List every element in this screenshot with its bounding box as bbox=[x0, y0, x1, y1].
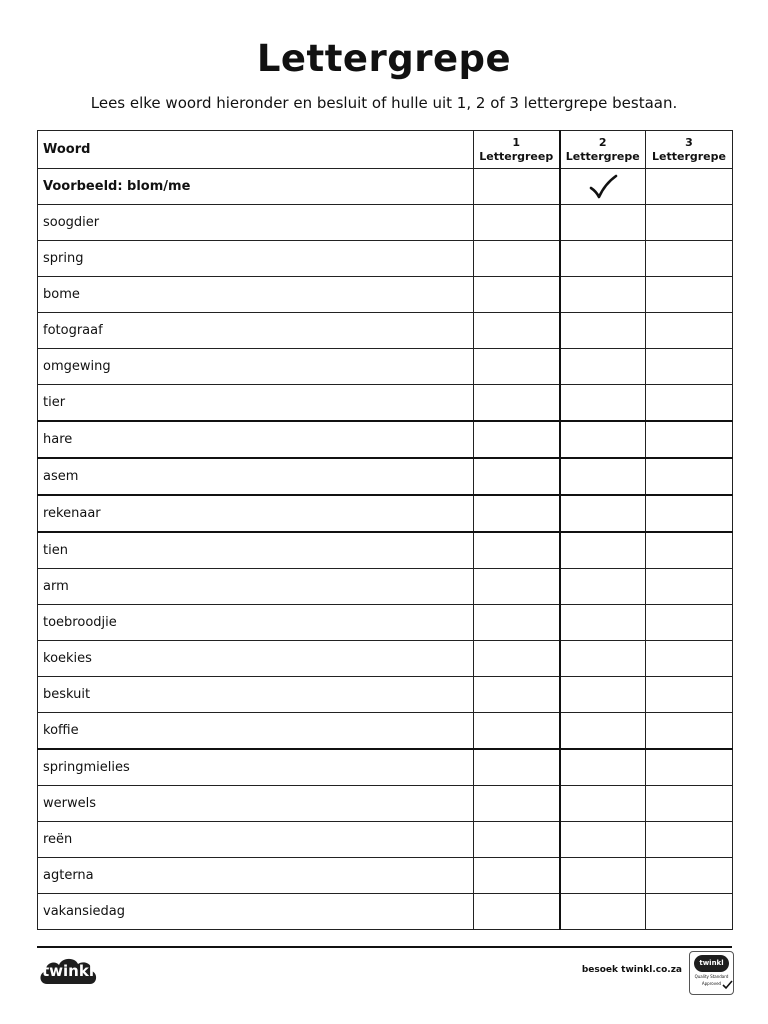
checkbox-two-syllables[interactable] bbox=[560, 605, 646, 641]
table-row bbox=[38, 385, 733, 422]
word-cell: hare bbox=[38, 421, 474, 458]
table-row bbox=[38, 205, 733, 241]
word-cell: beskuit bbox=[38, 677, 474, 713]
checkbox-three-syllables[interactable] bbox=[646, 313, 733, 349]
table-row bbox=[38, 349, 733, 385]
checkbox-one-syllable[interactable] bbox=[474, 169, 560, 205]
checkbox-three-syllables[interactable] bbox=[646, 169, 733, 205]
checkbox-two-syllables[interactable] bbox=[560, 569, 646, 605]
word-cell: agterna bbox=[38, 858, 474, 894]
checkbox-two-syllables[interactable] bbox=[560, 532, 646, 569]
word-cell: arm bbox=[38, 569, 474, 605]
checkbox-one-syllable[interactable] bbox=[474, 605, 560, 641]
checkbox-three-syllables[interactable] bbox=[646, 569, 733, 605]
word-cell: vakansiedag bbox=[38, 894, 474, 930]
checkbox-three-syllables[interactable] bbox=[646, 749, 733, 786]
badge-line1: Quality Standard bbox=[694, 974, 729, 979]
word-cell: reën bbox=[38, 822, 474, 858]
checkbox-one-syllable[interactable] bbox=[474, 421, 560, 458]
table-row bbox=[38, 313, 733, 349]
word-cell: omgewing bbox=[38, 349, 474, 385]
table-row bbox=[38, 532, 733, 569]
checkbox-two-syllables[interactable] bbox=[560, 277, 646, 313]
checkbox-one-syllable[interactable] bbox=[474, 458, 560, 495]
quality-badge bbox=[689, 951, 734, 995]
table-row bbox=[38, 605, 733, 641]
word-cell: tier bbox=[38, 385, 474, 422]
checkbox-one-syllable[interactable] bbox=[474, 569, 560, 605]
footer-divider bbox=[37, 946, 732, 948]
header-one-number: 1 bbox=[512, 135, 521, 149]
checkbox-two-syllables[interactable] bbox=[560, 749, 646, 786]
word-cell: spring bbox=[38, 241, 474, 277]
checkbox-two-syllables[interactable] bbox=[560, 349, 646, 385]
header-two-label: Lettergrepe bbox=[565, 149, 640, 163]
checkbox-two-syllables[interactable] bbox=[560, 894, 646, 930]
checkbox-two-syllables[interactable] bbox=[560, 677, 646, 713]
table-row bbox=[38, 458, 733, 495]
example-word: Voorbeeld: blom/me bbox=[38, 169, 474, 205]
instructions: Lees elke woord hieronder en besluit of hulle uit 1, 2 of 3 lettergrepe bestaan. bbox=[90, 94, 678, 112]
word-cell: bome bbox=[38, 277, 474, 313]
checkbox-three-syllables[interactable] bbox=[646, 677, 733, 713]
checkbox-three-syllables[interactable] bbox=[646, 641, 733, 677]
badge-brand: twinkl bbox=[699, 959, 724, 967]
checkbox-three-syllables[interactable] bbox=[646, 858, 733, 894]
checkbox-three-syllables[interactable] bbox=[646, 605, 733, 641]
checkbox-one-syllable[interactable] bbox=[474, 349, 560, 385]
table-row bbox=[38, 786, 733, 822]
word-cell: springmielies bbox=[38, 749, 474, 786]
checkbox-one-syllable[interactable] bbox=[474, 385, 560, 422]
header-three-syllables bbox=[646, 131, 733, 169]
badge-cloud-icon bbox=[694, 955, 729, 972]
checkbox-one-syllable[interactable] bbox=[474, 313, 560, 349]
checkbox-one-syllable[interactable] bbox=[474, 713, 560, 750]
checkbox-two-syllables[interactable] bbox=[560, 822, 646, 858]
checkbox-one-syllable[interactable] bbox=[474, 822, 560, 858]
example-row bbox=[38, 169, 733, 205]
word-cell: asem bbox=[38, 458, 474, 495]
checkbox-two-syllables[interactable] bbox=[560, 458, 646, 495]
badge-check-icon bbox=[722, 980, 733, 990]
checkbox-two-syllables[interactable] bbox=[560, 713, 646, 750]
checkbox-two-syllables[interactable] bbox=[560, 169, 646, 205]
badge-line2: Approved bbox=[701, 981, 722, 986]
table-row bbox=[38, 822, 733, 858]
checkbox-three-syllables[interactable] bbox=[646, 277, 733, 313]
checkbox-two-syllables[interactable] bbox=[560, 313, 646, 349]
checkbox-two-syllables[interactable] bbox=[560, 421, 646, 458]
visit-link[interactable]: besoek twinkl.co.za bbox=[581, 965, 682, 975]
table-row bbox=[38, 749, 733, 786]
checkmark-icon bbox=[588, 174, 618, 200]
word-cell: koekies bbox=[38, 641, 474, 677]
table-row bbox=[38, 713, 733, 750]
header-word: Woord bbox=[38, 131, 474, 169]
checkbox-one-syllable[interactable] bbox=[474, 641, 560, 677]
logo-text: twinkl bbox=[42, 962, 94, 980]
word-cell: rekenaar bbox=[38, 495, 474, 532]
checkbox-three-syllables[interactable] bbox=[646, 894, 733, 930]
header-three-label: Lettergrepe bbox=[652, 149, 726, 163]
checkbox-two-syllables[interactable] bbox=[560, 641, 646, 677]
word-cell: koffie bbox=[38, 713, 474, 750]
table-row bbox=[38, 677, 733, 713]
table-row bbox=[38, 241, 733, 277]
twinkl-logo bbox=[37, 954, 99, 990]
checkbox-three-syllables[interactable] bbox=[646, 786, 733, 822]
checkbox-two-syllables[interactable] bbox=[560, 241, 646, 277]
checkbox-one-syllable[interactable] bbox=[474, 749, 560, 786]
word-cell: tien bbox=[38, 532, 474, 569]
checkbox-one-syllable[interactable] bbox=[474, 495, 560, 532]
checkbox-two-syllables[interactable] bbox=[560, 495, 646, 532]
word-cell: toebroodjie bbox=[38, 605, 474, 641]
checkbox-three-syllables[interactable] bbox=[646, 205, 733, 241]
table-row bbox=[38, 569, 733, 605]
checkbox-two-syllables[interactable] bbox=[560, 205, 646, 241]
header-one-label: Lettergreep bbox=[479, 149, 554, 163]
checkbox-one-syllable[interactable] bbox=[474, 677, 560, 713]
checkbox-three-syllables[interactable] bbox=[646, 822, 733, 858]
checkbox-one-syllable[interactable] bbox=[474, 532, 560, 569]
word-cell: soogdier bbox=[38, 205, 474, 241]
checkbox-three-syllables[interactable] bbox=[646, 495, 733, 532]
checkbox-three-syllables[interactable] bbox=[646, 241, 733, 277]
header-three-number: 3 bbox=[685, 135, 693, 149]
checkbox-three-syllables[interactable] bbox=[646, 385, 733, 422]
checkbox-one-syllable[interactable] bbox=[474, 205, 560, 241]
checkbox-three-syllables[interactable] bbox=[646, 713, 733, 750]
word-cell: werwels bbox=[38, 786, 474, 822]
table-row bbox=[38, 894, 733, 930]
header-one-syllable bbox=[474, 131, 560, 169]
syllable-table bbox=[37, 130, 733, 930]
checkbox-three-syllables[interactable] bbox=[646, 458, 733, 495]
table-row bbox=[38, 641, 733, 677]
checkbox-three-syllables[interactable] bbox=[646, 421, 733, 458]
header-two-number: 2 bbox=[598, 135, 607, 149]
checkbox-two-syllables[interactable] bbox=[560, 385, 646, 422]
checkbox-one-syllable[interactable] bbox=[474, 277, 560, 313]
checkbox-two-syllables[interactable] bbox=[560, 786, 646, 822]
checkbox-one-syllable[interactable] bbox=[474, 858, 560, 894]
table-row bbox=[38, 858, 733, 894]
checkbox-three-syllables[interactable] bbox=[646, 349, 733, 385]
table-row bbox=[38, 421, 733, 458]
checkbox-one-syllable[interactable] bbox=[474, 786, 560, 822]
table-row bbox=[38, 495, 733, 532]
checkbox-three-syllables[interactable] bbox=[646, 532, 733, 569]
table-header-row bbox=[38, 131, 733, 169]
checkbox-two-syllables[interactable] bbox=[560, 858, 646, 894]
checkbox-one-syllable[interactable] bbox=[474, 241, 560, 277]
table-row bbox=[38, 277, 733, 313]
word-cell: fotograaf bbox=[38, 313, 474, 349]
checkbox-one-syllable[interactable] bbox=[474, 894, 560, 930]
header-two-syllables bbox=[560, 131, 646, 169]
page-title: Lettergrepe bbox=[256, 37, 512, 80]
